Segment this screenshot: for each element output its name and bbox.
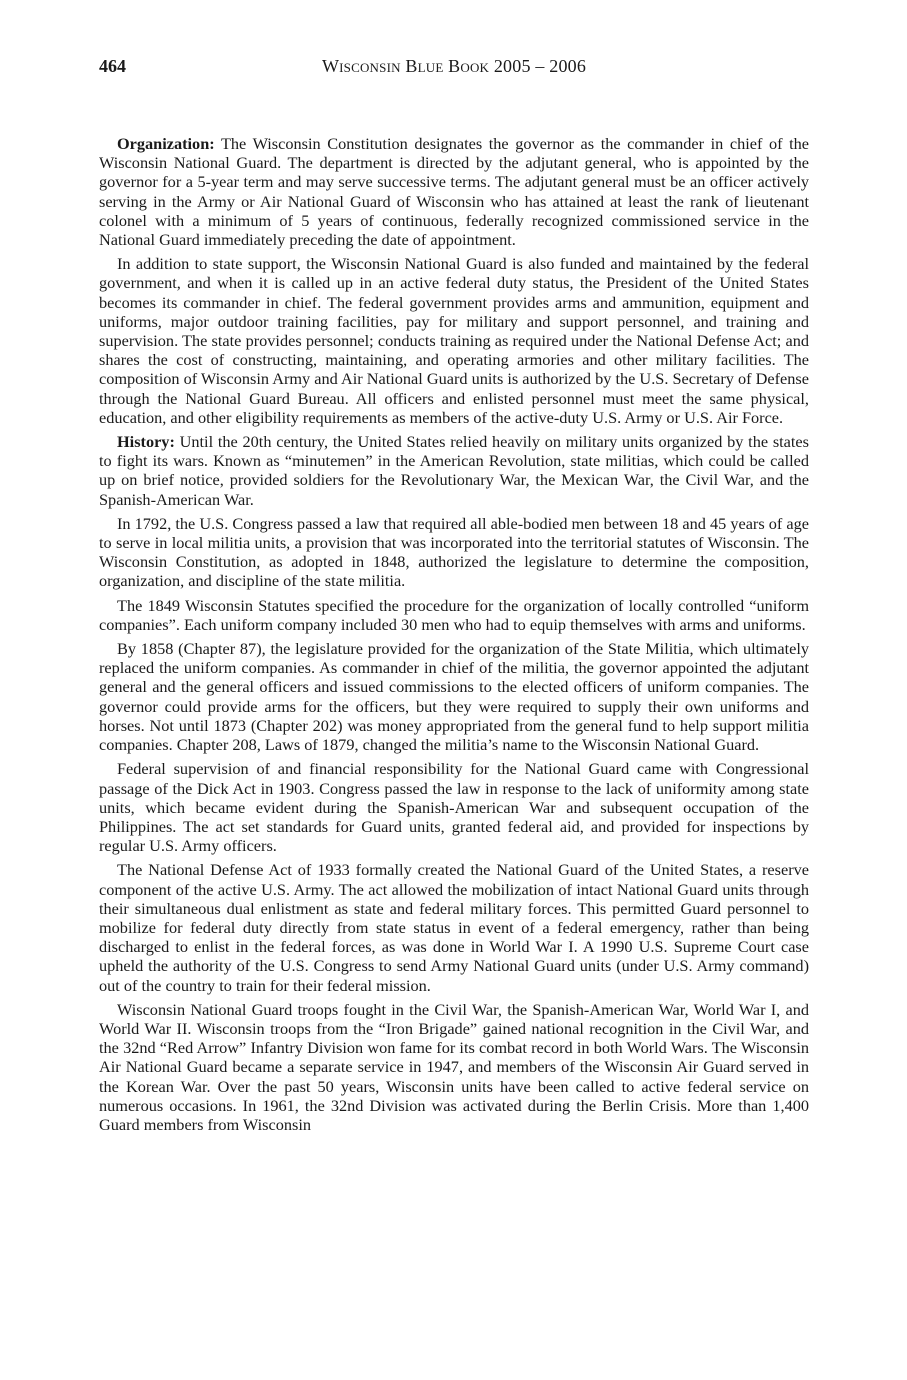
paragraph-organization xyxy=(99,134,809,249)
page-header xyxy=(99,56,809,80)
paragraph-dick-act: Federal supervision of and financial responsibility for the National Guard came with Congressional passage of the Dick Act in 1903. Congress passed the law in response to the lack of uniformity among state units, which became evident during the Spanish-American War and subsequent occupation of the Philippines. The act set standards for Guard units, granted federal aid, and provided for inspections by regular U.S. Army officers. xyxy=(99,759,809,856)
page-number: 464 xyxy=(99,56,126,76)
body-text xyxy=(99,134,809,1139)
paragraph-history xyxy=(99,432,809,509)
paragraph-defense-act: The National Defense Act of 1933 formally created the National Guard of the United States, a reserve component of the active U.S. Army. The act allowed the mobilization of intact National Guard units through their simultaneous dual enlistment as state and federal military forces. This permitted Guard personnel to mobilize for federal duty directly from state status in event of a federal emergency, rather than being discharged to enlist in the federal forces, as was done in World War I. A 1990 U.S. Supreme Court case upheld the authority of the U.S. Congress to send Army National Guard units (under U.S. Army command) out of the country to train for their federal mission. xyxy=(99,860,809,995)
section-lead-history: History: xyxy=(117,432,175,452)
paragraph-1792: In 1792, the U.S. Congress passed a law that required all able-bodied men between 18 and 45 years of age to serve in local militia units, a provision that was incorporated into the territorial statutes of Wisconsin. The Wisconsin Constitution, as adopted in 1848, authorized the legislature to determine the composition, organization, and discipline of the state militia. xyxy=(99,513,809,591)
section-lead-organization: Organization: xyxy=(117,134,215,153)
paragraph-funding: In addition to state support, the Wisconsin National Guard is also funded and maintained by the federal government, and when it is called up in an active federal duty status, the President of the United States becomes its commander in chief. The federal government provides arms and ammunition, equipment and uniforms, major outdoor training facilities, pay for military and support personnel, and training and supervision. The state provides personnel; conducts training as required under the National Defense Act; and shares the cost of constructing, maintaining, and operating armories and other military facilities. The composition of Wisconsin Army and Air National Guard units is authorized by the U.S. Secretary of Defense through the National Guard Bureau. All officers and enlisted personnel must meet the same physical, education, and other eligibility requirements as members of the active-duty U.S. Army or U.S. Air Force. xyxy=(99,254,809,427)
paragraph-text: Until the 20th century, the United States relied heavily on military units organized by the states to fight its wars. Known as “minutemen” in the American Revolution, state militias, which could be called up on brief notice, provided soldiers for the Revolutionary War, the Mexican War, the Civil War, and the Spanish-American War. xyxy=(99,432,809,509)
paragraph-1849: The 1849 Wisconsin Statutes specified the procedure for the organization of locally controlled “uniform companies”. Each uniform company included 30 men who had to equip themselves with arms and uniforms. xyxy=(99,595,809,634)
running-title: Wisconsin Blue Book 2005 – 2006 xyxy=(321,56,587,76)
paragraph-1858: By 1858 (Chapter 87), the legislature provided for the organization of the State Militia, which ultimately replaced the uniform companies. As commander in chief of the militia, the governor appointed the adjutant general and the general officers and issued commissions to the elected officers of uniform companies. The governor could provide arms for the officers, but they were required to supply their own uniforms and horses. Not until 1873 (Chapter 202) was money appropriated from the general fund to help support militia companies. Chapter 208, Laws of 1879, changed the militia’s name to the Wisconsin National Guard. xyxy=(99,639,809,755)
paragraph-wars: Wisconsin National Guard troops fought in the Civil War, the Spanish-American War, World War I, and World War II. Wisconsin troops from the “Iron Brigade” gained national recognition in the Civil War, and the 32nd “Red Arrow” Infantry Division won fame for its combat record in both World Wars. The Wisconsin Air National Guard became a separate service in 1947, and members of the Wisconsin Air Guard served in the Korean War. Over the past 50 years, Wisconsin units have been called to active federal service on numerous occasions. In 1961, the 32nd Division was activated during the Berlin Crisis. More than 1,400 Guard members from Wisconsin xyxy=(99,999,809,1134)
paragraph-text: The Wisconsin Constitution designates the governor as the commander in chief of the Wisconsin National Guard. The department is directed by the adjutant general, who is appointed by the governor for a 5-year term and may serve successive terms. The adjutant general must be an officer actively serving in the Army or Air National Guard of Wisconsin who has attained at least the rank of lieutenant colonel with a minimum of 5 years of continuous, federally recognized commissioned service in the National Guard immediately preceding the date of appointment. xyxy=(99,134,809,250)
